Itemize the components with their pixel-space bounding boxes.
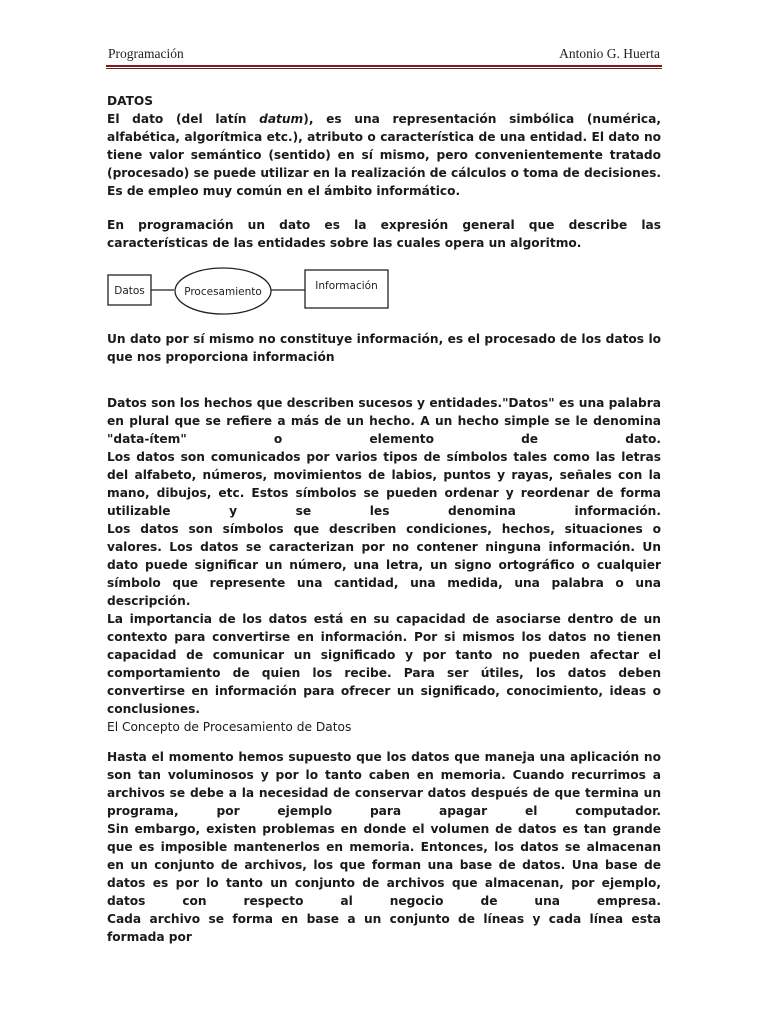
paragraph-line: Los datos son símbolos que describen condiciones, hechos, situaciones o valores. Los datos se caracterizan por no contener ninguna información. Un dato puede significar un número, una letra, un signo ortográfico o cualquier símbolo que represente una cantidad, una medida, una palabra o una descripción. [107,522,661,608]
header-course-title: Programación [108,46,184,61]
paragraph-line: Los datos son comunicados por varios tipos de símbolos tales como las letras del alfabeto, números, movimientos de labios, puntos y rayas, señales con la mano, dibujos, etc. Estos símbolos se pueden ordenar y reordenar de forma utilizable y se les denomina información. [107,450,661,518]
paragraph-line: La importancia de los datos está en su capacidad de asociarse dentro de un contexto para convertirse en información. Por si mismos los datos no tienen capacidad de comunicar un significado y por tanto no pueden afectar el comportamiento de quien los recibe. Para ser útiles, los datos deben convertirse en información para ofrecer un significado, conocimiento, ideas o conclusiones. [107,612,661,716]
para1-rest: ), es una representación simbólica (numérica, alfabética, algorítmica etc.), atributo o característica de una entidad. El dato no tiene valor semántico (sentido) en sí mismo, pero convenientemente tratado (procesado) se puede utilizar en la realización de cálculos o toma de decisiones. Es de empleo muy común en el ámbito informático. [107,112,661,198]
paragraph-line: Sin embargo, existen problemas en donde el volumen de datos es tan grande que es imposible mantenerlos en memoria. Entonces, los datos se almacenan en un conjunto de archivos, los que forman una base de datos. Una base de datos es por lo tanto un conjunto de archivos que almacenan, por ejemplo, datos con respecto al negocio de una empresa. [107,822,661,908]
paragraph-line: Datos son los hechos que describen sucesos y entidades."Datos" es una palabra en plural que se refiere a más de un hecho. A un hecho simple se le denomina "data-ítem" o elemento de dato. [107,396,661,446]
subheading: El Concepto de Procesamiento de Datos [107,720,352,734]
page-header [108,46,660,66]
informacion-box-label: Información [315,280,378,292]
para1-start: El dato (del latín [107,112,260,126]
paragraph-line: Cada archivo se forma en base a un conjunto de líneas y cada línea esta formada por [107,912,661,944]
datos-box-label: Datos [114,285,145,297]
paragraph-programming: En programación un dato es la expresión general que describe las características de las entidades sobre las cuales opera un algoritmo. [107,218,661,250]
header-divider [106,65,662,69]
paragraph-definition [107,110,661,200]
document-body [107,92,661,946]
paragraph-information: Un dato por sí mismo no constituye información, es el procesado de los datos lo que nos proporciona información [107,332,661,364]
paragraph-line: Hasta el momento hemos supuesto que los datos que maneja una aplicación no son tan voluminosos y por lo tanto caben en memoria. Cuando recurrimos a archivos se debe a la necesidad de conservar datos después de que termina un programa, por ejemplo para apagar el computador. [107,750,661,818]
procesamiento-label: Procesamiento [184,286,262,298]
data-processing-diagram [107,266,397,316]
section-title: DATOS [107,94,154,108]
paragraph-block-data-facts [107,394,661,718]
header-author: Antonio G. Huerta [559,46,660,61]
paragraph-block-processing [107,748,661,946]
latin-term: datum [259,112,304,126]
